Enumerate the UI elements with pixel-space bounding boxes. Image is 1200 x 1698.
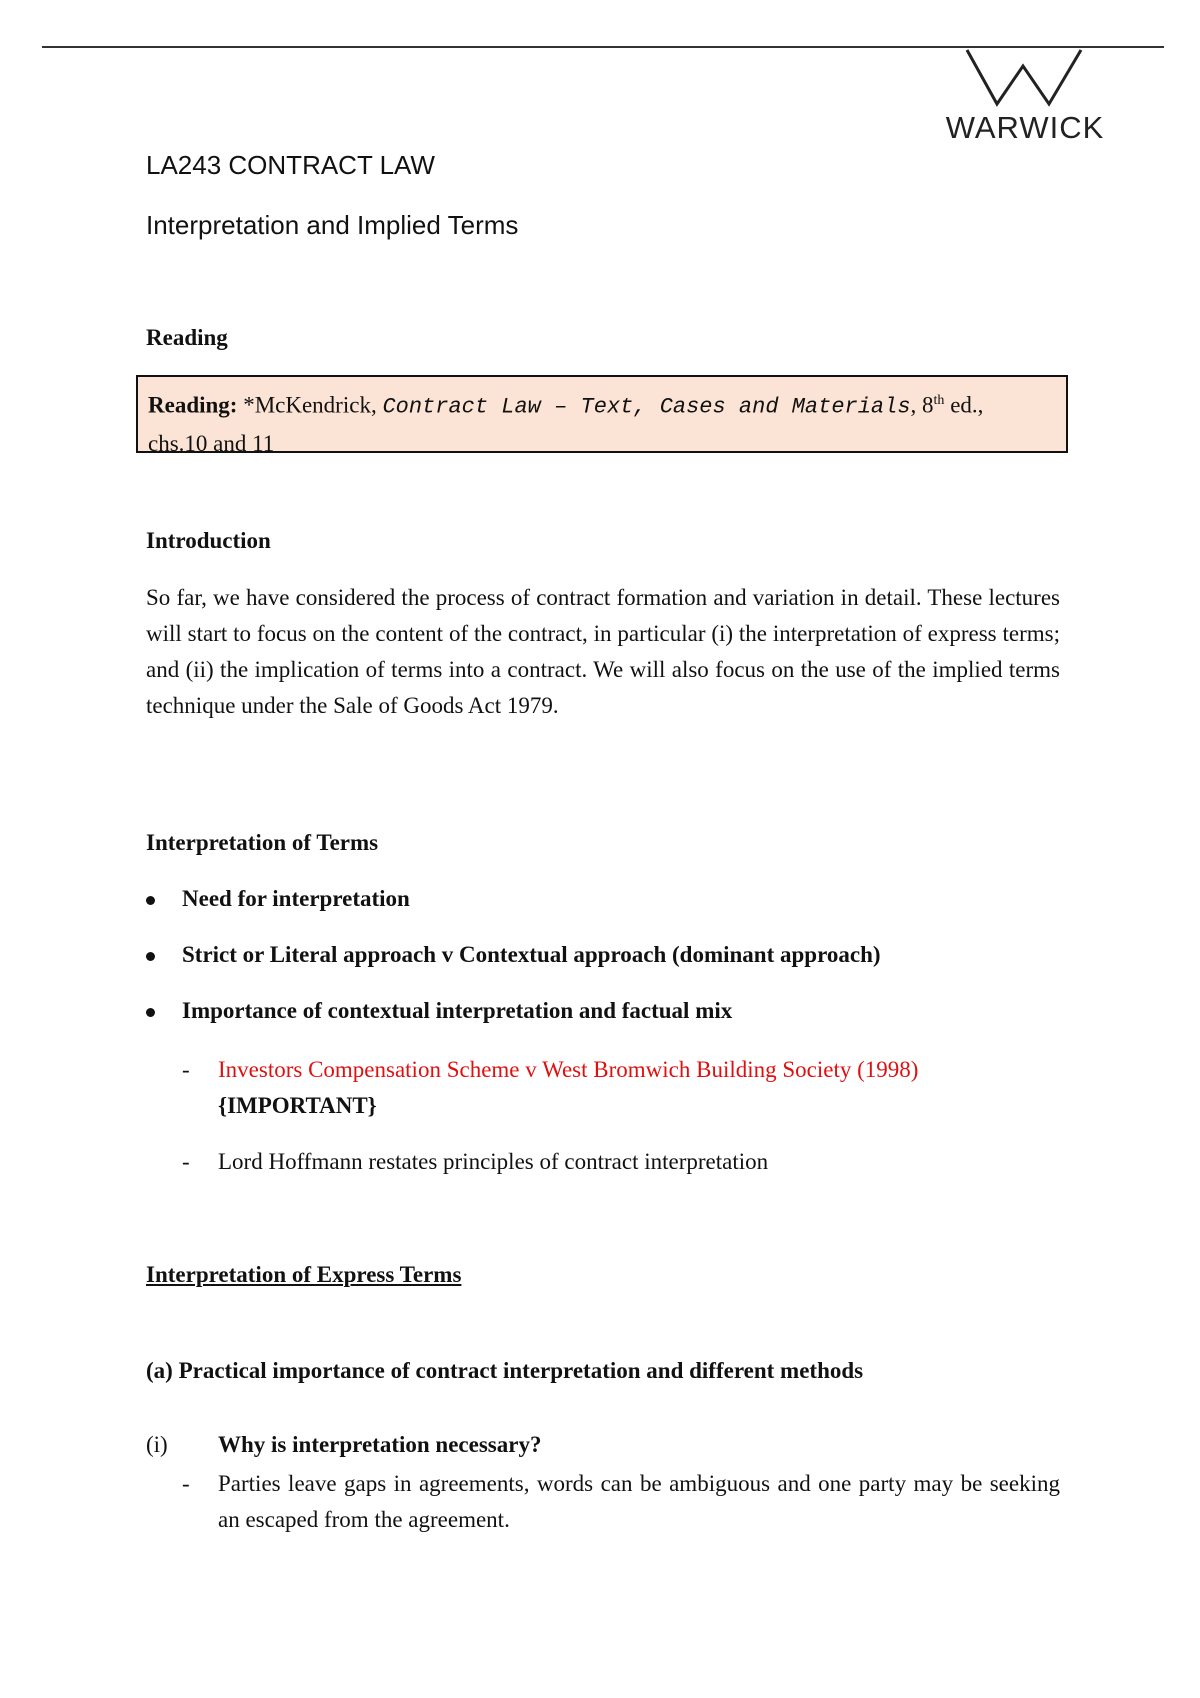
express-terms-heading: Interpretation of Express Terms (146, 1262, 462, 1287)
subsection-title: Why is interpretation necessary? (218, 1432, 542, 1457)
subsection-point: - Parties leave gaps in agreements, words can be ambiguous and one party may be seeking an escaped from the agreement. (182, 1471, 1060, 1532)
reading-box (136, 375, 1068, 456)
reading-edition: , 8 (910, 392, 934, 418)
section-a-heading: (a) Practical importance of contract interpretation and different methods (146, 1358, 864, 1383)
document-subtitle: Interpretation and Implied Terms (146, 210, 519, 240)
warwick-logo (935, 48, 1115, 148)
reading-book-title: Contract Law – Text, Cases and Materials (382, 394, 911, 420)
reading-ed: ed., (944, 392, 984, 418)
case-name: Investors Compensation Scheme v West Bromwich Building Society (1998) (218, 1057, 919, 1082)
course-title: LA243 CONTRACT LAW (146, 150, 435, 180)
interpretation-terms-heading: Interpretation of Terms (146, 830, 379, 855)
reading-author: *McKendrick, (243, 392, 383, 418)
reading-chapters: chs.10 and 11 (148, 430, 275, 456)
reading-box-label: Reading: (148, 392, 238, 418)
reading-edition-sup: th (933, 393, 945, 408)
logo-text: WARWICK (945, 110, 1105, 145)
bullet-icon (146, 952, 155, 961)
introduction-text: So far, we have considered the process of contract formation and variation in detail. These lectures will start to focus on the content of the contract, in particular (i) the interpretation of express terms; and (ii) the implication of terms into a contract. We will also focus on the use of the implied terms technique under the Sale of Goods Act 1979. (146, 585, 1060, 718)
warwick-w-icon (965, 48, 1085, 108)
reading-heading: Reading (146, 325, 228, 350)
subsection-number: (i) (146, 1432, 168, 1457)
bullet-icon (146, 1008, 155, 1017)
introduction-heading: Introduction (146, 528, 271, 553)
bullet-icon (146, 896, 155, 905)
